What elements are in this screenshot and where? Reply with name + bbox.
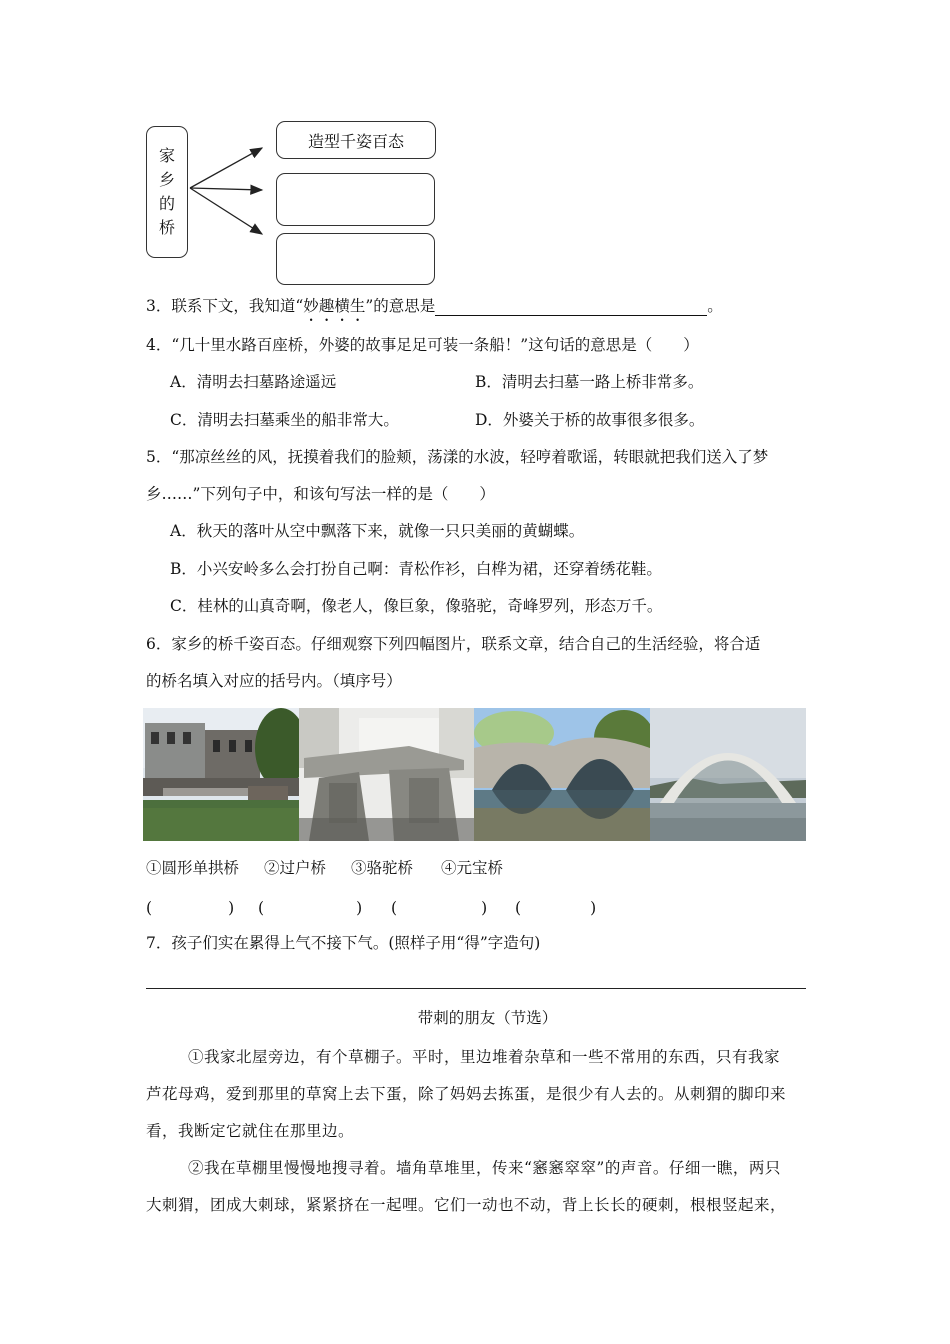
root-char: 乡 (158, 170, 175, 189)
article-p1-line-2: 芦花母鸡，爱到那里的草窝上去下蛋，除了妈妈去拣蛋，是很少有人去的。从刺猬的脚印来 (146, 1085, 787, 1103)
diagram-root-box (146, 126, 188, 258)
q6-option-4: ④元宝桥 (441, 859, 504, 877)
diagram-blank-box-2[interactable] (276, 173, 435, 226)
q5-option-b[interactable]: B．小兴安岭多么会打扮自己啊：青松作衫，白桦为裙，还穿着绣花鞋。 (170, 560, 662, 578)
bridge-photo-2 (299, 708, 474, 841)
q6-option-2: ②过户桥 (264, 859, 327, 877)
bridge-photo-4 (650, 708, 806, 841)
question-3 (146, 296, 723, 316)
q6-answer-3[interactable]: ( ) (391, 899, 488, 917)
arrow-3 (190, 188, 262, 234)
question-4-stem: 4．“几十里水路百座桥，外婆的故事足足可装一条船！”这句话的意思是（ ） (146, 336, 699, 354)
article-p1-line-1: ①我家北屋旁边，有个草棚子。平时，里边堆着杂草和一些不常用的东西，只有我家 (188, 1048, 781, 1066)
q3-dotted-term: 妙趣横生 (303, 297, 366, 315)
q6-option-1: ①圆形单拱桥 (146, 859, 240, 877)
question-6-stem-1: 6．家乡的桥千姿百态。仔细观察下列四幅图片，联系文章，结合自己的生活经验，将合适 (146, 635, 761, 653)
q4-option-a[interactable]: A．清明去扫墓路途遥远 (170, 373, 337, 391)
arrow-1 (190, 148, 262, 188)
question-5-stem-1: 5．“那凉丝丝的风，抚摸着我们的脸颊，荡漾的水波，轻哼着歌谣，转眼就把我们送入了梦 (146, 448, 769, 466)
q5-option-a[interactable]: A．秋天的落叶从空中飘落下来，就像一只只美丽的黄蝴蝶。 (170, 522, 585, 540)
root-char: 家 (158, 146, 175, 165)
q6-answer-1[interactable]: ( ) (146, 899, 235, 917)
q3-pre: 3．联系下文，我知道“ (146, 297, 304, 315)
question-5-stem-2: 乡……”下列句子中，和该句写法一样的是（ ） (146, 485, 495, 503)
section-divider (146, 988, 806, 989)
q6-answer-4[interactable]: ( ) (515, 899, 597, 917)
article-title: 带刺的朋友（节选） (417, 1009, 558, 1027)
diagram-blank-box-3[interactable] (276, 233, 435, 285)
q4-option-d[interactable]: D．外婆关于桥的故事很多很多。 (475, 411, 705, 429)
branch-1-text: 造型千姿百态 (307, 131, 404, 151)
article-p2-line-2: 大刺猬，团成大刺球，紧紧挤在一起哩。它们一动也不动，背上长长的硬刺，根根竖起来， (146, 1196, 787, 1214)
q3-answer-blank[interactable] (435, 297, 707, 316)
arrow-2 (190, 188, 262, 190)
q6-answer-2[interactable]: ( ) (258, 899, 363, 917)
bridge-photo-1 (143, 708, 299, 841)
question-6-stem-2: 的桥名填入对应的括号内。（填序号） (146, 672, 402, 690)
root-char: 的 (158, 194, 175, 213)
article-p1-line-3: 看，我断定它就住在那里边。 (146, 1122, 355, 1140)
diagram-arrows (186, 138, 278, 242)
question-7-stem: 7．孩子们实在累得上气不接下气。(照样子用“得”字造句) (146, 934, 541, 952)
bridge-photo-3 (474, 708, 650, 841)
q3-post: ”的意思是 (365, 297, 436, 315)
q6-option-3: ③骆驼桥 (351, 859, 414, 877)
q4-option-c[interactable]: C．清明去扫墓乘坐的船非常大。 (170, 411, 399, 429)
q5-option-c[interactable]: C．桂林的山真奇啊，像老人，像巨象，像骆驼，奇峰罗列，形态万千。 (170, 597, 663, 615)
q3-end: 。 (707, 297, 723, 315)
q4-option-b[interactable]: B．清明去扫墓一路上桥非常多。 (475, 373, 704, 391)
article-p2-line-1: ②我在草棚里慢慢地搜寻着。墙角草堆里，传来“窸窸窣窣”的声音。仔细一瞧，两只 (188, 1159, 781, 1177)
diagram-branch-1 (276, 121, 436, 159)
root-char: 桥 (158, 218, 175, 237)
